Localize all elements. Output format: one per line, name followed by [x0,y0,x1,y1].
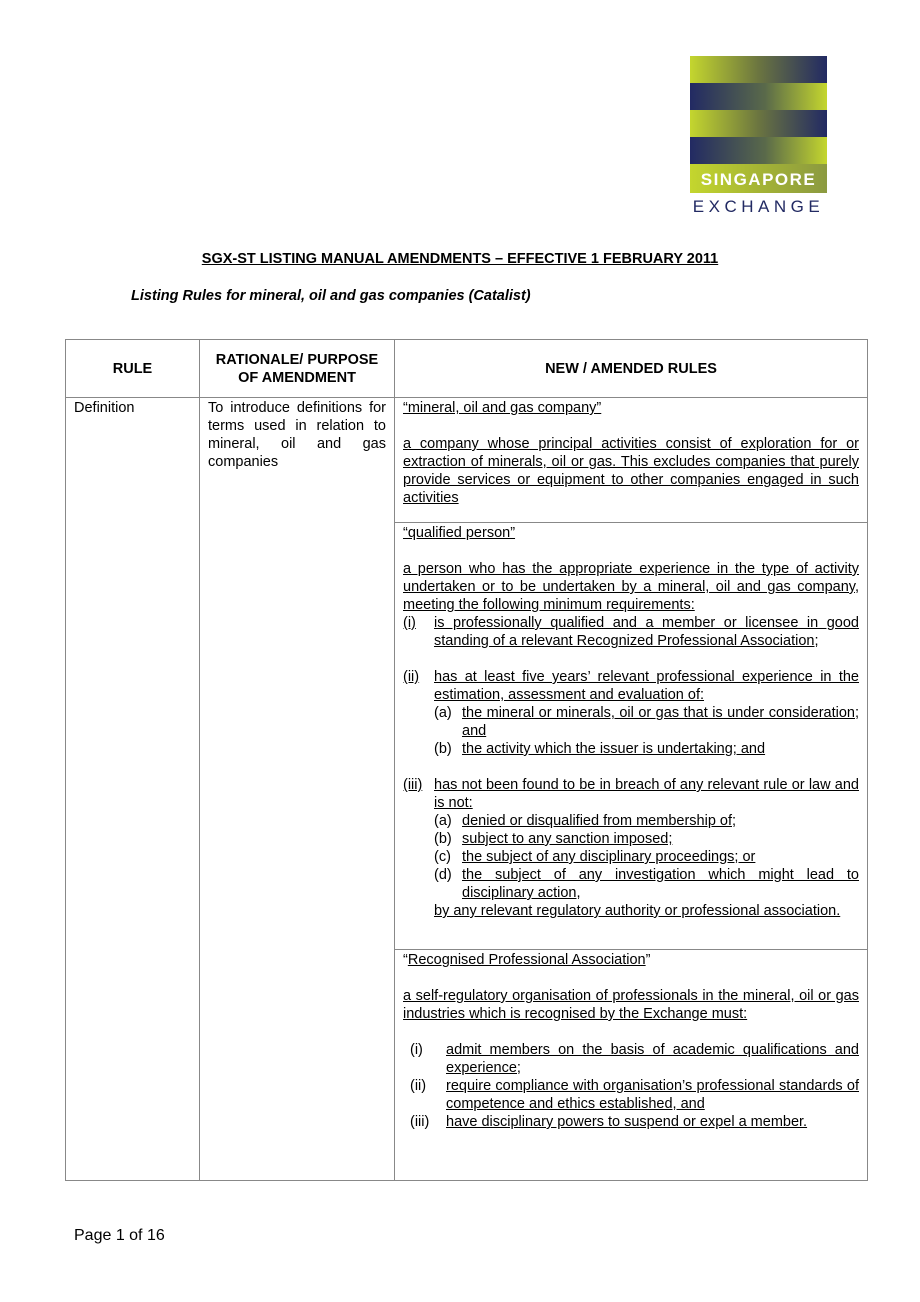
list-item [403,866,859,902]
list-item [403,812,859,830]
list-number: (i) [410,1042,423,1058]
list-number: (b) [434,741,452,757]
list-item [403,704,859,740]
definition-recognised-professional-association [403,951,859,1131]
definition-mineral-oil-gas-company [403,399,859,507]
list-number: (a) [434,705,452,721]
header-divider [66,397,867,398]
list-text: the activity which the issuer is undertaking; and [462,741,766,757]
list-text: has at least five years’ relevant professional experience in the estimation, assessment and evaluation of: [434,669,859,703]
amendments-table [65,339,868,1181]
list-item [403,1077,859,1113]
definition-term-line [403,951,859,969]
list-item [403,848,859,866]
quote-open: “ [403,952,408,968]
sgx-logo [690,56,828,216]
list-number: (c) [434,849,451,865]
list-text: admit members on the basis of academic qualifications and experience; [446,1042,859,1076]
list-text: have disciplinary powers to suspend or expel a member. [446,1114,808,1130]
list-number: (i) [403,615,416,631]
column-divider [394,340,395,1180]
list-text: subject to any sanction imposed; [462,831,673,847]
list-text: the mineral or minerals, oil or gas that is under consideration; and [462,705,859,739]
list-number: (ii) [410,1078,427,1094]
page-number: Page 1 of 16 [74,1227,165,1244]
row-divider [394,949,867,950]
header-rationale: RATIONALE/ PURPOSE OF AMENDMENT [215,351,379,386]
list-text: is professionally qualified and a member or licensee in good standing of a relevant Recognized Professional Association; [434,615,859,649]
list-item [403,830,859,848]
document-subtitle: Listing Rules for mineral, oil and gas companies (Catalist) [131,288,531,304]
definition-intro: a self-regulatory organisation of professionals in the mineral, oil or gas industries which is recognised by the Exchange must: [403,988,859,1022]
list-item [403,776,859,812]
list-text: the subject of any investigation which might lead to disciplinary action, [462,867,859,901]
definition-qualified-person [403,524,859,920]
list-number: (b) [434,831,452,847]
list-item [403,614,859,650]
list-number: (iii) [410,1114,430,1130]
header-rule: RULE [112,360,153,377]
list-item [403,1041,859,1077]
row-divider [394,522,867,523]
list-number: (ii) [403,669,420,685]
list-item [403,668,859,704]
logo-word-exchange: EXCHANGE [692,197,825,216]
definition-term: “mineral, oil and gas company” [403,400,602,416]
list-item [403,1113,859,1131]
definition-text: a company whose principal activities consist of exploration for or extraction of minerals, oil or gas. This excludes companies that purely provide services or equipment to other companies engaged in such activities [403,436,859,506]
logo-word-singapore: SINGAPORE [700,170,817,189]
column-divider [199,340,200,1180]
definition-term: “qualified person” [403,525,516,541]
header-new-rules: NEW / AMENDED RULES [545,360,717,377]
list-text: the subject of any disciplinary proceedings; or [462,849,756,865]
definition-closing: by any relevant regulatory authority or professional association. [434,903,841,919]
document-title: SGX-ST LISTING MANUAL AMENDMENTS – EFFECTIVE 1 FEBRUARY 2011 [201,251,719,267]
list-text: has not been found to be in breach of any relevant rule or law and is not: [434,777,859,811]
list-number: (iii) [403,777,423,793]
rationale-cell: To introduce definitions for terms used in relation to mineral, oil and gas companies [208,400,386,470]
definition-intro: a person who has the appropriate experience in the type of activity undertaken or to be undertaken by a mineral, oil and gas company, meeting the following minimum requirements: [403,561,859,613]
list-text: denied or disqualified from membership of; [462,813,737,829]
list-item [403,740,859,758]
rule-cell: Definition [74,400,135,416]
quote-close: ” [645,952,651,968]
list-text: require compliance with organisation’s professional standards of competence and ethics established, and [446,1078,859,1112]
definition-term: Recognised Professional Association [407,952,646,968]
list-number: (a) [434,813,452,829]
list-number: (d) [434,867,452,883]
